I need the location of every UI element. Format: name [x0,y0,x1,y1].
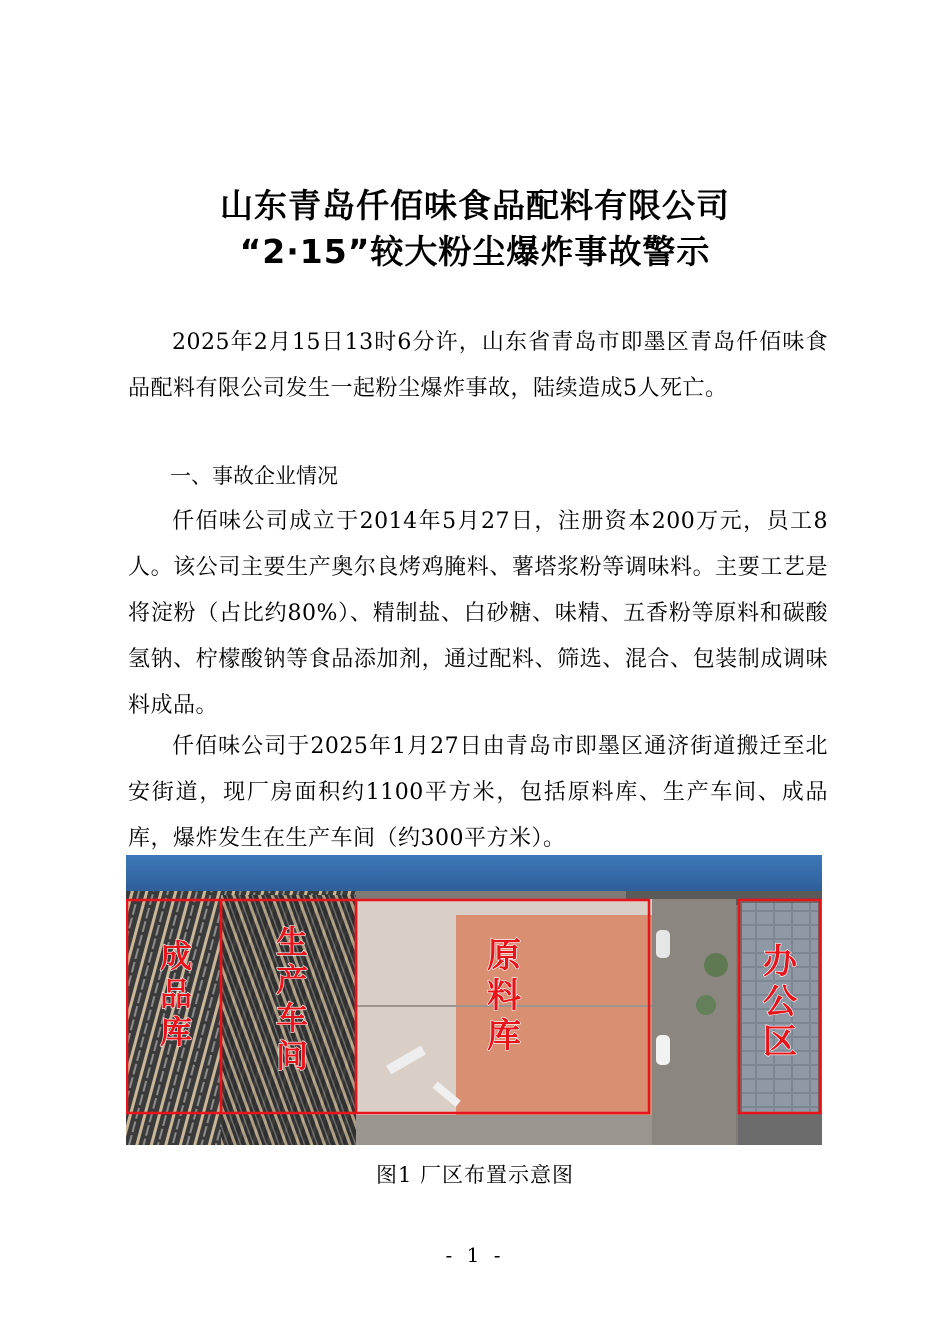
paragraph-company-info: 仟佰味公司成立于2014年5月27日，注册资本200万元，员工8人。该公司主要生产奥尔良烤鸡腌料、薯塔浆粉等调味料。主要工艺是将淀粉（占比约80%）、精制盐、白砂糖、味精、五香粉等原料和碳酸氢钠、柠檬酸钠等食品添加剂，通过配料、筛选、混合、包装制成调味料成品。 [128,509,828,718]
svg-text:品: 品 [159,975,193,1013]
section-heading: 一、事故企业情况 [170,464,338,488]
page-number: - 1 - [445,1243,505,1267]
svg-text:公: 公 [763,982,797,1022]
svg-text:区: 区 [763,1022,797,1062]
zone-label-finished-goods [160,937,192,1051]
svg-text:办: 办 [763,942,797,982]
svg-text:料: 料 [487,976,521,1016]
svg-text:产: 产 [275,961,309,999]
figure-caption: 图1 厂区布置示意图 [375,1163,575,1187]
zone-label-office [763,942,798,1062]
svg-text:间: 间 [275,1037,309,1075]
document-title-line2: “2·15”较大粉尘爆炸事故警示 [239,232,711,271]
svg-text:库: 库 [487,1016,521,1056]
factory-aerial-photo [126,855,822,1145]
paragraph-relocation: 仟佰味公司于2025年1月27日由青岛市即墨区通济街道搬迁至北安街道，现厂房面积约1100平方米，包括原料库、生产车间、成品库，爆炸发生在生产车间（约300平方米）。 [128,734,828,851]
svg-text:生: 生 [275,923,309,961]
svg-text:原: 原 [487,936,521,976]
paragraph-intro: 2025年2月15日13时6分许，山东省青岛市即墨区青岛仟佰味食品配料有限公司发生一起粉尘爆炸事故，陆续造成5人死亡。 [128,330,828,401]
svg-text:车: 车 [275,999,309,1037]
svg-text:成: 成 [159,937,193,975]
svg-text:库: 库 [159,1013,193,1051]
zone-label-raw-materials [487,936,521,1056]
document-title-line1: 山东青岛仟佰味食品配料有限公司 [220,186,730,225]
zone-label-production [276,923,308,1075]
